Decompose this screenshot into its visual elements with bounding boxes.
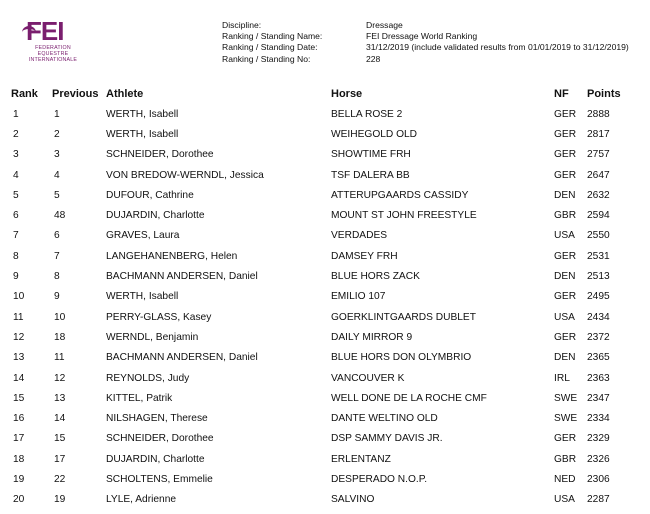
cell-previous: 13	[54, 392, 66, 404]
cell-horse: ERLENTANZ	[331, 453, 391, 465]
cell-previous: 7	[54, 250, 60, 262]
cell-nf: DEN	[554, 271, 576, 283]
logo-subtitle-line: FEDERATION	[35, 45, 71, 51]
cell-nf: GER	[554, 169, 577, 181]
cell-points: 2757	[587, 149, 610, 161]
meta-value-standing-name: FEI Dressage World Ranking	[366, 31, 478, 42]
ranking-header-row	[11, 84, 641, 104]
table-row	[11, 348, 641, 368]
cell-rank: 11	[13, 311, 24, 323]
table-row	[11, 408, 641, 428]
cell-athlete: VON BREDOW-WERNDL, Jessica	[106, 169, 264, 181]
table-row	[11, 490, 641, 510]
logo-subtitle-line: INTERNATIONALE	[28, 57, 78, 63]
cell-points: 2334	[587, 413, 610, 425]
cell-nf: USA	[554, 230, 575, 242]
cell-horse: MOUNT ST JOHN FREESTYLE	[331, 210, 477, 222]
cell-athlete: NILSHAGEN, Therese	[106, 413, 208, 425]
cell-horse: DAILY MIRROR 9	[331, 331, 413, 343]
header-points: Points	[587, 88, 621, 100]
cell-rank: 15	[13, 392, 25, 404]
cell-horse: BLUE HORS ZACK	[331, 271, 420, 283]
cell-athlete: WERTH, Isabell	[106, 108, 179, 120]
cell-rank: 1	[13, 108, 19, 120]
table-row	[11, 429, 641, 449]
cell-horse: SHOWTIME FRH	[331, 149, 411, 161]
meta-label-standing-name: Ranking / Standing Name:	[222, 31, 323, 42]
cell-previous: 11	[54, 352, 65, 364]
cell-athlete: WERTH, Isabell	[106, 128, 179, 140]
table-row	[11, 327, 641, 347]
table-row	[11, 165, 641, 185]
cell-points: 2434	[587, 311, 610, 323]
cell-points: 2306	[587, 473, 610, 485]
fei-logo-mark	[22, 18, 84, 44]
ranking-table	[11, 84, 641, 510]
cell-athlete: GRAVES, Laura	[106, 230, 180, 242]
meta-value-standing-no: 228	[366, 53, 381, 64]
cell-rank: 3	[13, 149, 19, 161]
cell-previous: 17	[54, 453, 66, 465]
cell-nf: USA	[554, 494, 575, 506]
cell-athlete: LANGEHANENBERG, Helen	[106, 250, 238, 262]
meta-labels	[222, 20, 322, 65]
fei-logo-subtitle	[22, 45, 84, 63]
cell-horse: DAMSEY FRH	[331, 250, 398, 262]
meta-value-discipline: Dressage	[366, 20, 403, 30]
cell-points: 2888	[587, 108, 610, 120]
cell-previous: 19	[54, 494, 66, 506]
cell-points: 2594	[587, 210, 610, 222]
cell-previous: 2	[54, 128, 60, 140]
cell-previous: 6	[54, 230, 60, 242]
table-row	[11, 145, 641, 165]
ranking-body	[11, 104, 641, 510]
cell-nf: GER	[554, 331, 577, 343]
cell-horse: DESPERADO N.O.P.	[331, 473, 428, 485]
header-horse: Horse	[331, 88, 363, 100]
cell-horse: BLUE HORS DON OLYMBRIO	[331, 352, 472, 364]
cell-previous: 10	[54, 311, 66, 323]
cell-nf: IRL	[554, 372, 570, 384]
cell-nf: USA	[554, 311, 575, 323]
cell-points: 2632	[587, 189, 610, 201]
cell-rank: 8	[13, 250, 19, 262]
cell-nf: GER	[554, 291, 577, 303]
cell-nf: GER	[554, 149, 577, 161]
cell-horse: EMILIO 107	[331, 291, 386, 303]
cell-horse: VANCOUVER K	[331, 372, 405, 384]
cell-previous: 9	[54, 291, 60, 303]
header-rank: Rank	[11, 88, 38, 100]
cell-horse: DANTE WELTINO OLD	[331, 413, 438, 425]
fei-logo-text: FEI	[26, 16, 64, 46]
table-row	[11, 226, 641, 246]
cell-nf: GER	[554, 108, 577, 120]
cell-previous: 8	[54, 271, 60, 283]
cell-rank: 12	[13, 331, 25, 343]
header-nf: NF	[554, 88, 569, 100]
cell-rank: 5	[13, 189, 19, 201]
cell-points: 2495	[587, 291, 610, 303]
table-row	[11, 266, 641, 286]
cell-previous: 14	[54, 413, 66, 425]
cell-horse: VERDADES	[331, 230, 388, 242]
cell-athlete: WERNDL, Benjamin	[106, 331, 199, 343]
table-row	[11, 449, 641, 469]
cell-nf: DEN	[554, 352, 576, 364]
cell-previous: 5	[54, 189, 60, 201]
cell-points: 2647	[587, 169, 610, 181]
cell-horse: GOERKLINTGAARDS DUBLET	[331, 311, 476, 323]
cell-athlete: DUJARDIN, Charlotte	[106, 453, 205, 465]
cell-nf: SWE	[554, 392, 578, 404]
cell-athlete: REYNOLDS, Judy	[106, 372, 190, 384]
table-row	[11, 246, 641, 266]
cell-rank: 17	[13, 433, 25, 445]
cell-horse: WEIHEGOLD OLD	[331, 128, 418, 140]
cell-rank: 14	[13, 372, 25, 384]
cell-athlete: LYLE, Adrienne	[106, 494, 177, 506]
cell-horse: TSF DALERA BB	[331, 169, 410, 181]
cell-athlete: SCHOLTENS, Emmelie	[106, 473, 213, 485]
cell-athlete: PERRY-GLASS, Kasey	[106, 311, 212, 323]
cell-previous: 22	[54, 473, 66, 485]
cell-athlete: BACHMANN ANDERSEN, Daniel	[106, 352, 258, 364]
cell-rank: 20	[13, 494, 25, 506]
cell-previous: 1	[54, 108, 60, 120]
cell-rank: 18	[13, 453, 25, 465]
header-previous: Previous	[52, 88, 99, 100]
cell-horse: DSP SAMMY DAVIS JR.	[331, 433, 443, 445]
cell-athlete: DUJARDIN, Charlotte	[106, 210, 205, 222]
cell-horse: BELLA ROSE 2	[331, 108, 403, 120]
table-row	[11, 388, 641, 408]
table-row	[11, 205, 641, 225]
cell-horse: WELL DONE DE LA ROCHE CMF	[331, 392, 487, 404]
logo-subtitle-line: EQUESTRE	[37, 51, 69, 57]
fei-logo	[22, 18, 84, 63]
meta-value-standing-date: 31/12/2019 (include validated results from 01/01/2019 to 31/12/2019)	[366, 42, 629, 53]
cell-nf: SWE	[554, 413, 578, 425]
table-row	[11, 307, 641, 327]
cell-previous: 3	[54, 149, 60, 161]
cell-athlete: WERTH, Isabell	[106, 291, 179, 303]
table-row	[11, 185, 641, 205]
cell-rank: 6	[13, 210, 19, 222]
cell-athlete: SCHNEIDER, Dorothee	[106, 433, 214, 445]
cell-rank: 9	[13, 271, 19, 283]
meta-values	[366, 20, 629, 65]
header-athlete: Athlete	[106, 88, 144, 100]
cell-nf: GBR	[554, 453, 577, 465]
table-row	[11, 287, 641, 307]
cell-previous: 18	[54, 331, 66, 343]
cell-points: 2513	[587, 271, 610, 283]
cell-horse: SALVINO	[331, 494, 375, 506]
meta-label-standing-date: Ranking / Standing Date:	[222, 42, 318, 53]
cell-rank: 10	[13, 291, 25, 303]
table-row	[11, 469, 641, 489]
cell-previous: 48	[54, 210, 66, 222]
table-row	[11, 124, 641, 144]
cell-points: 2326	[587, 453, 610, 465]
cell-points: 2550	[587, 230, 610, 242]
cell-points: 2347	[587, 392, 610, 404]
cell-points: 2531	[587, 250, 610, 262]
meta-label-discipline: Discipline:	[222, 20, 262, 30]
meta-label-standing-no: Ranking / Standing No:	[222, 53, 311, 64]
cell-nf: GER	[554, 250, 577, 262]
cell-athlete: BACHMANN ANDERSEN, Daniel	[106, 271, 258, 283]
cell-points: 2365	[587, 352, 610, 364]
cell-athlete: KITTEL, Patrik	[106, 392, 173, 404]
cell-nf: DEN	[554, 189, 576, 201]
cell-points: 2372	[587, 331, 610, 343]
cell-rank: 13	[13, 352, 25, 364]
cell-nf: GER	[554, 433, 577, 445]
cell-athlete: SCHNEIDER, Dorothee	[106, 149, 214, 161]
cell-points: 2817	[587, 128, 610, 140]
cell-nf: NED	[554, 473, 576, 485]
cell-rank: 16	[13, 413, 25, 425]
table-row	[11, 368, 641, 388]
cell-nf: GER	[554, 128, 577, 140]
cell-nf: GBR	[554, 210, 577, 222]
cell-points: 2363	[587, 372, 610, 384]
cell-previous: 15	[54, 433, 66, 445]
cell-previous: 12	[54, 372, 66, 384]
cell-rank: 2	[13, 128, 19, 140]
table-row	[11, 104, 641, 124]
cell-previous: 4	[54, 169, 60, 181]
cell-horse: ATTERUPGAARDS CASSIDY	[331, 189, 469, 201]
cell-rank: 19	[13, 473, 25, 485]
cell-rank: 4	[13, 169, 19, 181]
cell-points: 2287	[587, 494, 610, 506]
cell-rank: 7	[13, 230, 19, 242]
cell-points: 2329	[587, 433, 610, 445]
cell-athlete: DUFOUR, Cathrine	[106, 189, 194, 201]
